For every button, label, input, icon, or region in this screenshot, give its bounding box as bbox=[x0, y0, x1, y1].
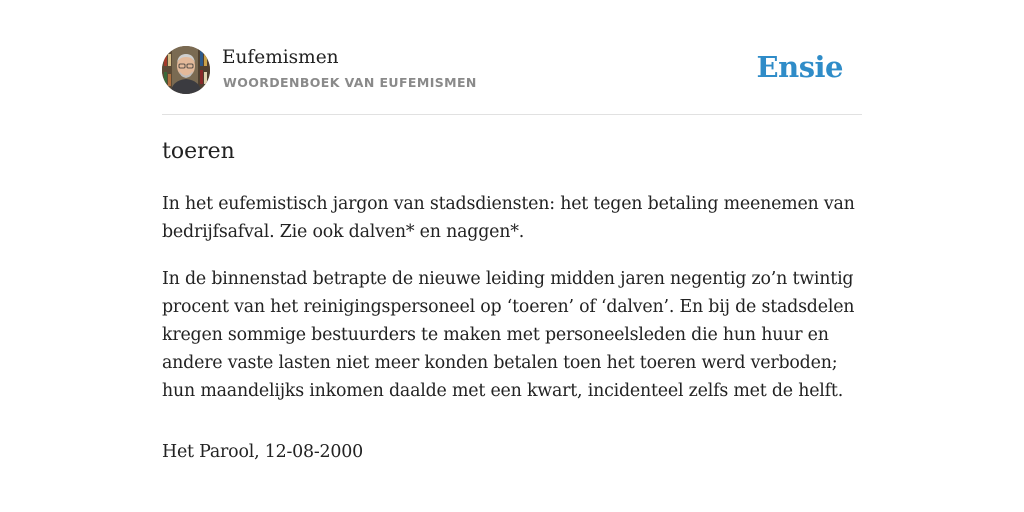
dictionary-entry bbox=[162, 136, 862, 466]
author-photo bbox=[162, 46, 210, 94]
entry-definition: In het eufemistisch jargon van stadsdiensten: het tegen betaling meenemen van bedrijfsafval. Zie ook dalven* en naggen*. bbox=[162, 194, 855, 242]
author-name[interactable]: Eufemismen bbox=[222, 47, 339, 68]
entry-term: toeren bbox=[162, 139, 235, 164]
brand-logo-link[interactable]: Ensie bbox=[756, 50, 843, 84]
entry-source: Het Parool, 12-08-2000 bbox=[162, 442, 364, 462]
entry-quote: In de binnenstad betrapte de nieuwe leiding midden jaren negentig zo’n twintig procent van het reinigingspersoneel op ‘toeren’ of ‘dalven’. En bij de stadsdelen kregen sommige bestuurders te maken met personeelsleden die hun huur en andere vaste lasten niet meer konden betalen toen het toeren werd verboden; hun maandelijks inkomen daalde met een kwart, incidenteel zelfs met de helft. bbox=[162, 269, 855, 401]
dictionary-title[interactable]: WOORDENBOEK VAN EUFEMISMEN bbox=[223, 75, 477, 90]
page-header bbox=[162, 46, 862, 115]
author-avatar[interactable] bbox=[162, 46, 210, 94]
